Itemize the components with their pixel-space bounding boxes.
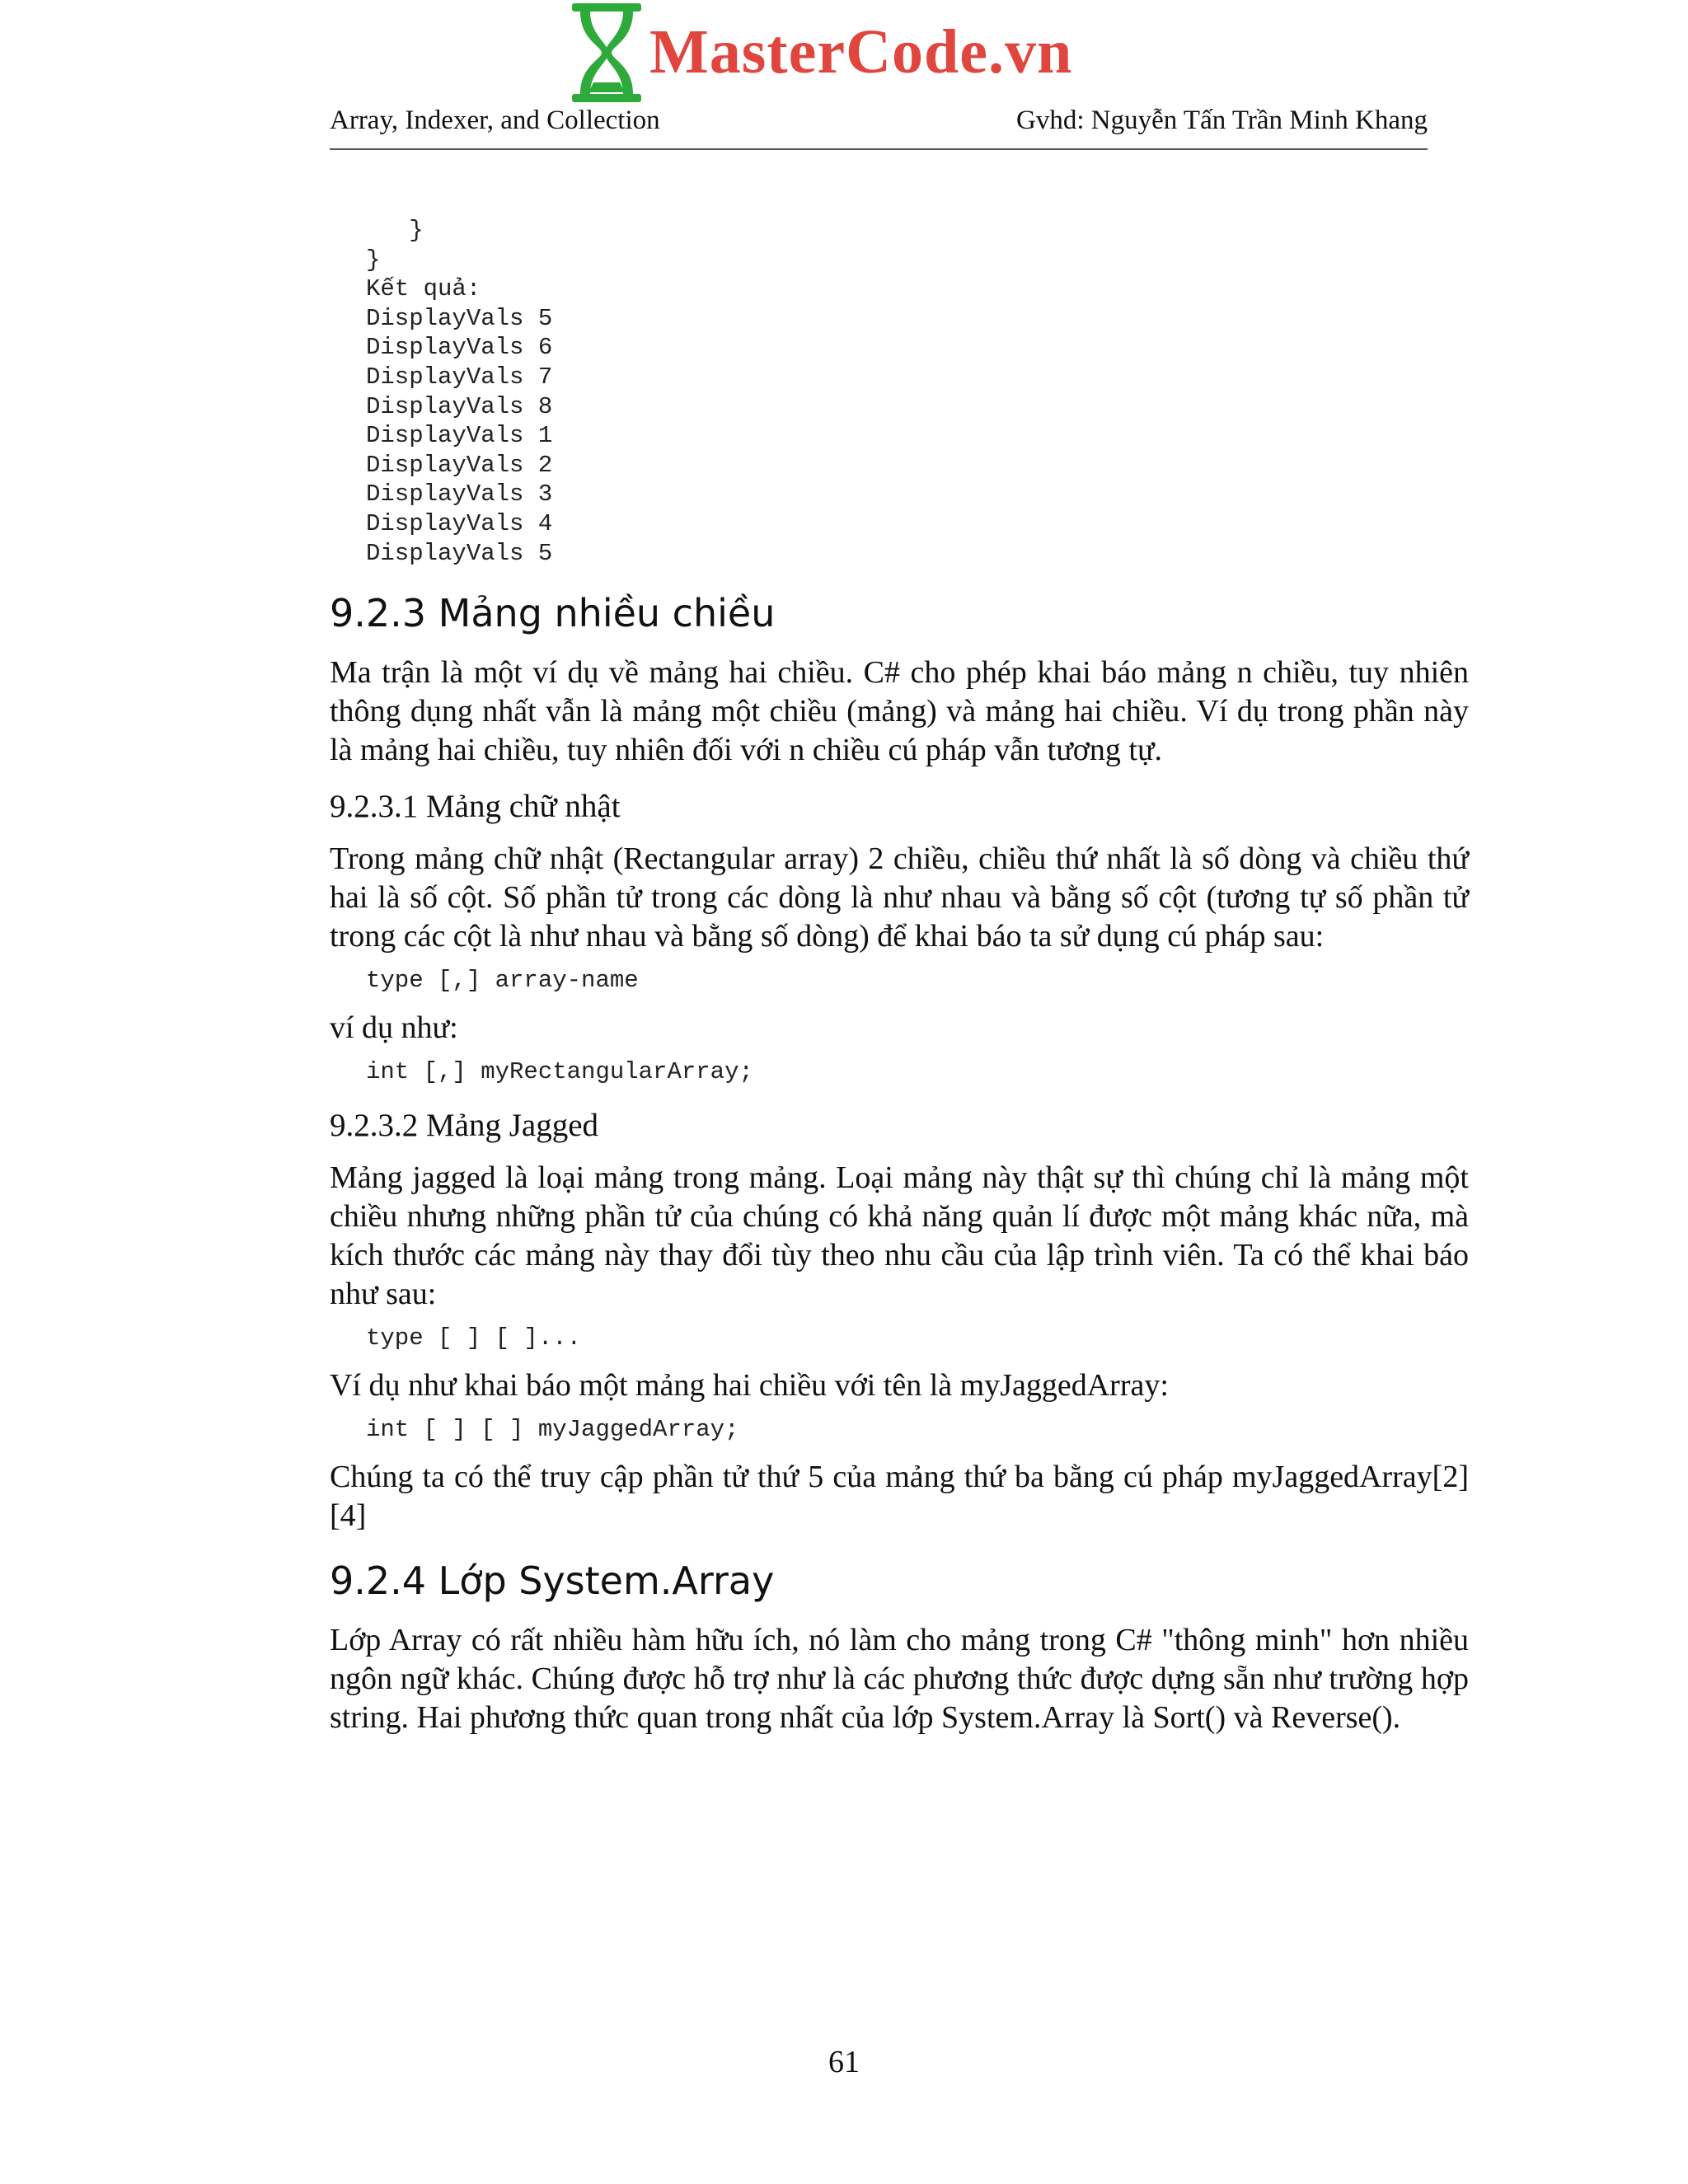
section-heading-9-2-3: 9.2.3 Mảng nhiều chiều [330,591,776,636]
code-line: } [366,246,381,274]
section-paragraph: Chúng ta có thể truy cập phần tử thứ 5 của mảng thứ ba bằng cú pháp myJaggedArray[2][4] [330,1460,1469,1534]
code-line: DisplayVals 4 [366,509,553,537]
example-label: Ví dụ như khai báo một mảng hai chiều với tên là myJaggedArray: [330,1368,1169,1404]
header-divider [330,148,1428,150]
section-heading-9-2-3-1: 9.2.3.1 Mảng chữ nhật [330,789,621,825]
code-line: DisplayVals 1 [366,422,553,450]
code-line: DisplayVals 6 [366,334,553,362]
code-line: DisplayVals 2 [366,451,553,479]
page-content [330,216,1469,1746]
example-label: ví dụ như: [330,1010,458,1046]
code-line: DisplayVals 3 [366,480,553,509]
code-block-output [330,216,1469,568]
brand-name: MasterCode.vn [649,17,1073,87]
brand-logo [565,0,1109,107]
running-header-title: Array, Indexer, and Collection [330,105,660,135]
code-line: DisplayVals 5 [366,304,553,332]
hourglass-icon [565,0,648,107]
code-line: Kết quả: [366,275,481,303]
section-paragraph: Trong mảng chữ nhật (Rectangular array) 2 chiều, chiều thứ nhất là số dòng và chiều thứ hai là số cột. Số phần tử trong các dòng là như nhau và bằng số cột (tương tự số phần tử trong các cột là như nhau và bằng số dòng) để khai báo ta sử dụng cú pháp sau: [330,841,1469,954]
code-line: } [366,217,424,244]
section-paragraph: Mảng jagged là loại mảng trong mảng. Loại mảng này thật sự thì chúng chỉ là mảng một chiều nhưng những phần tử của chúng có khả năng quản lí được một mảng khác nữa, mà kích thước các mảng này thay đổi tùy theo nhu cầu của lập trình viên. Ta có thể khai báo như sau: [330,1160,1469,1312]
code-line: DisplayVals 8 [366,392,553,420]
code-example: int [ ] [ ] myJaggedArray; [366,1416,739,1444]
running-header-instructor: Gvhd: Nguyễn Tấn Trần Minh Khang [1016,105,1428,135]
page-number: 61 [828,2045,860,2079]
section-paragraph: Ma trận là một ví dụ về mảng hai chiều. C# cho phép khai báo mảng n chiều, tuy nhiên thông dụng nhất vẫn là mảng một chiều (mảng) và mảng hai chiều. Ví dụ trong phần này là mảng hai chiều, tuy nhiên đối với n chiều cú pháp vẫn tương tự. [330,655,1469,768]
code-syntax: type [ ] [ ]... [366,1324,582,1352]
section-heading-9-2-4: 9.2.4 Lớp System.Array [330,1558,775,1604]
code-line: DisplayVals 7 [366,363,553,391]
code-syntax: type [,] array-name [366,967,639,995]
section-heading-9-2-3-2: 9.2.3.2 Mảng Jagged [330,1108,599,1144]
code-line: DisplayVals 5 [366,539,553,567]
section-paragraph: Lớp Array có rất nhiều hàm hữu ích, nó làm cho mảng trong C# "thông minh" hơn nhiều ngôn ngữ khác. Chúng được hỗ trợ như là các phương thức được dựng sẵn như trường hợp string. Hai phương thức quan trong nhất của lớp System.Array là Sort() và Reverse(). [330,1623,1469,1736]
code-example: int [,] myRectangularArray; [366,1058,753,1086]
